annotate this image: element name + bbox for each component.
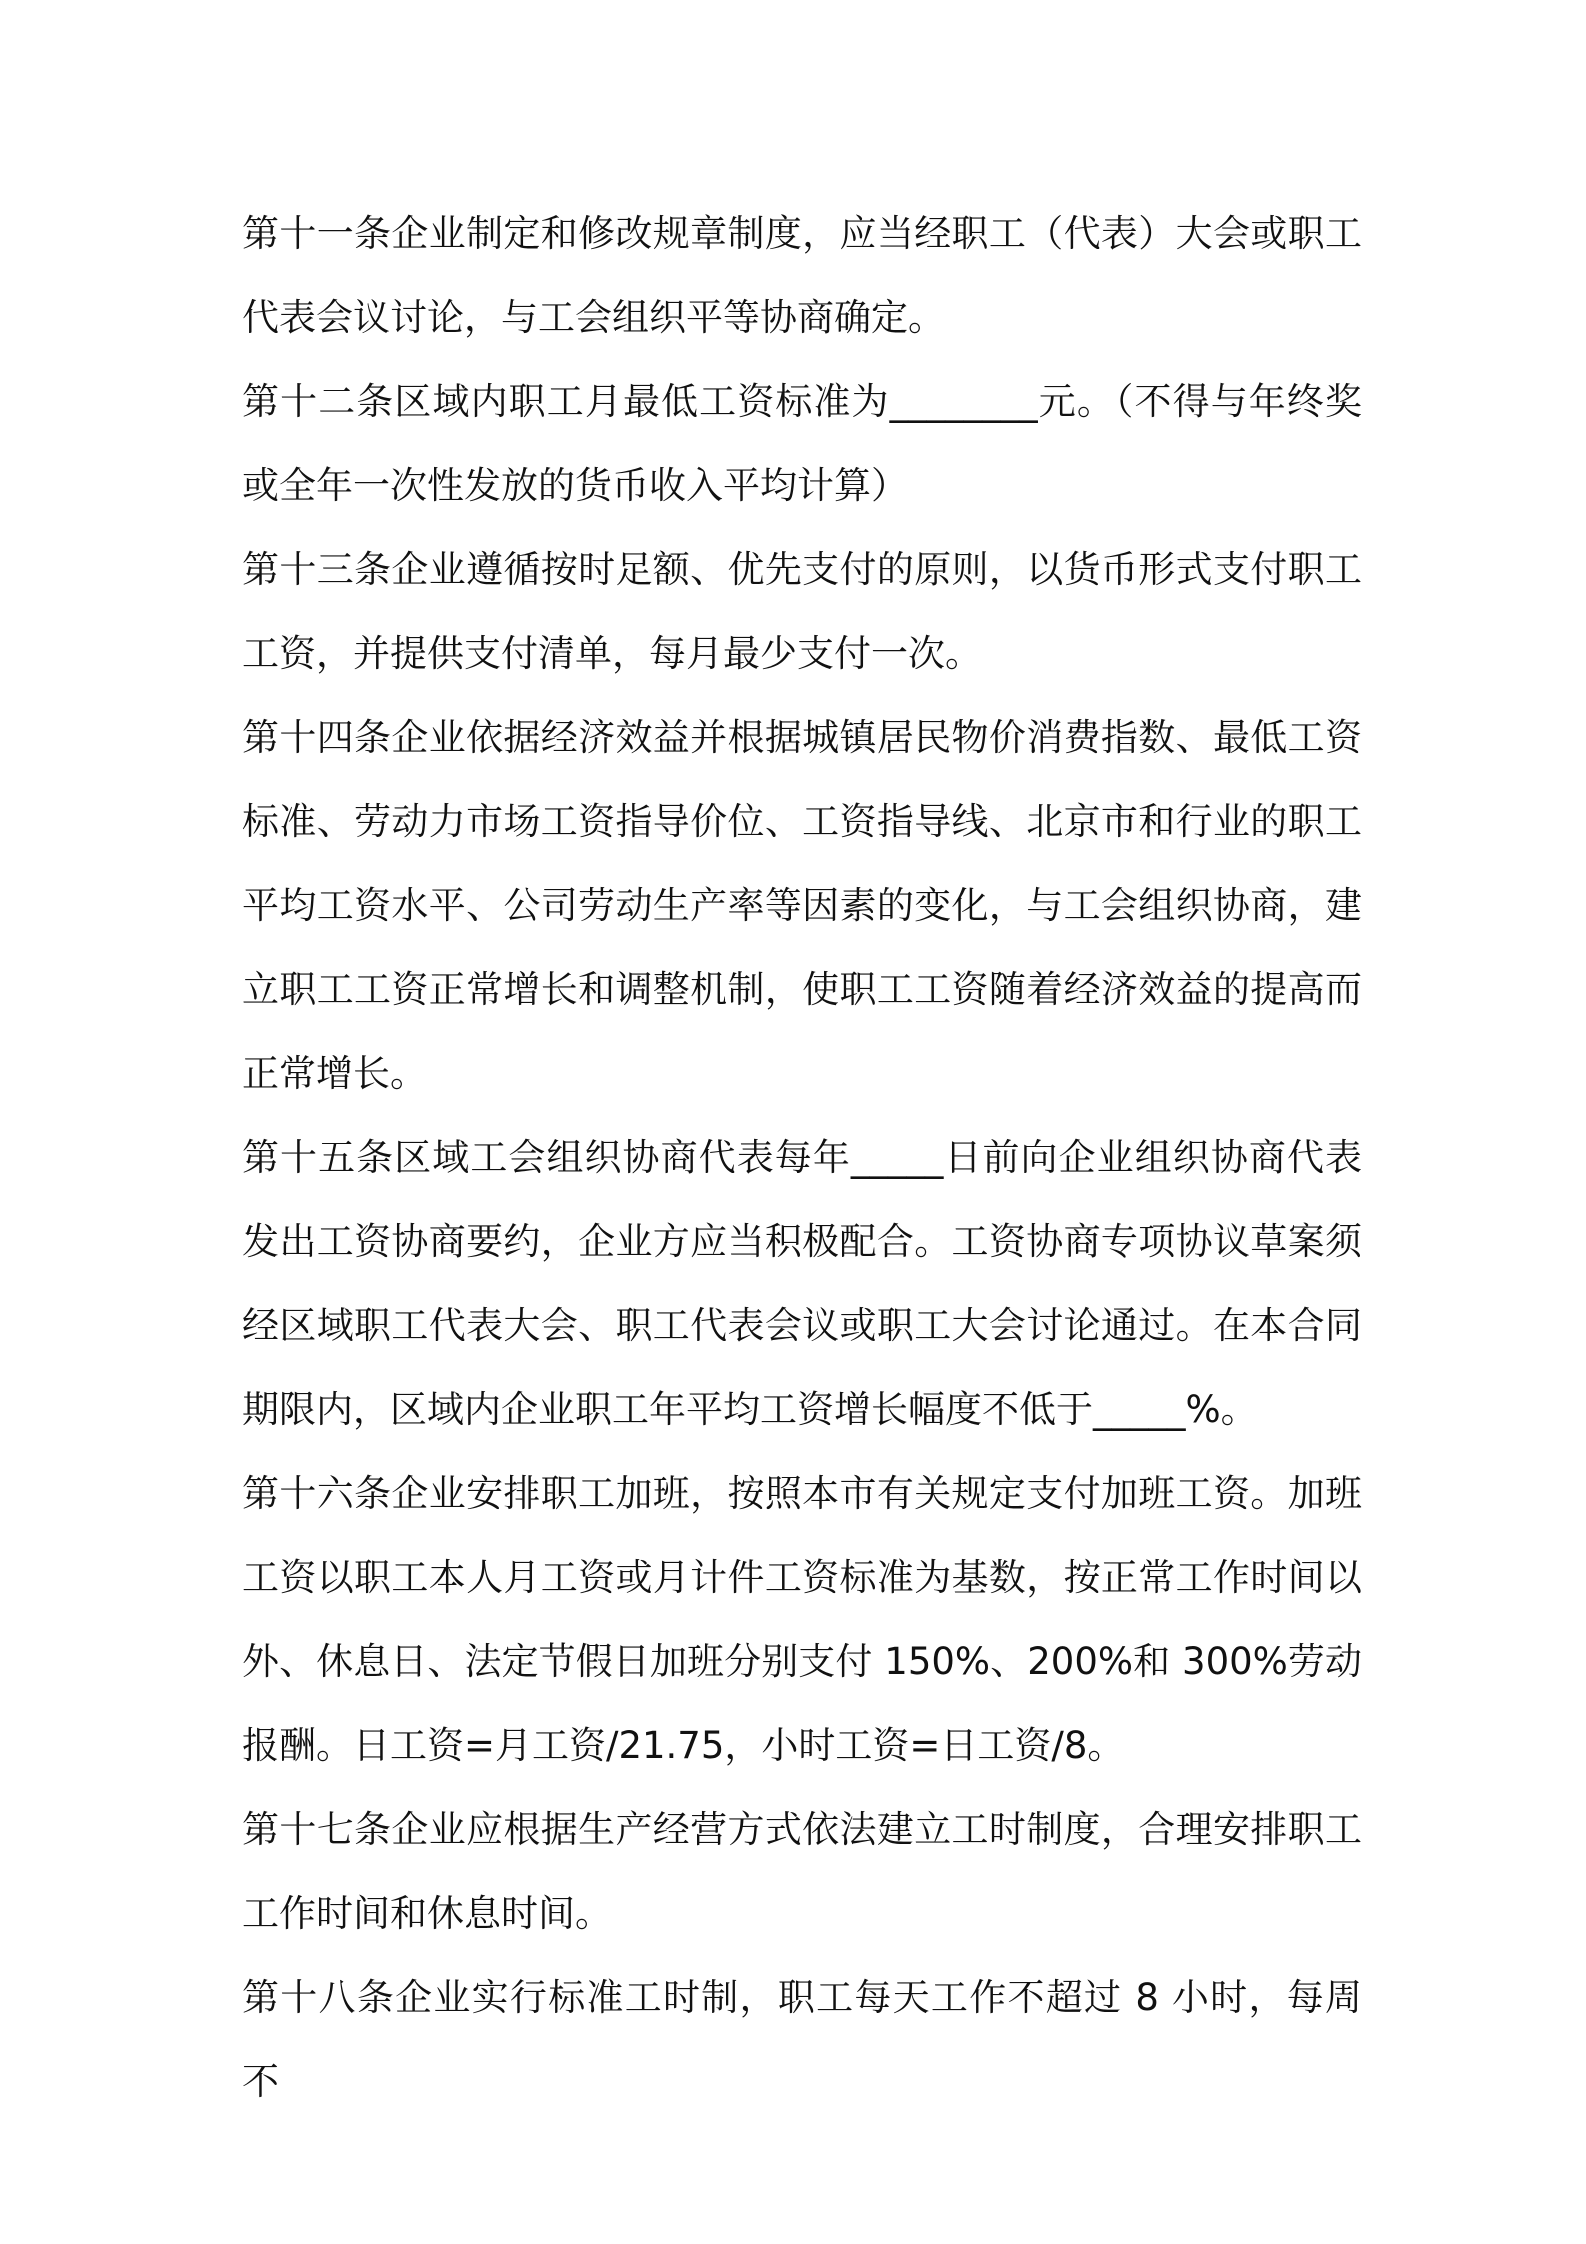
article-13: 第十三条企业遵循按时足额、优先支付的原则，以货币形式支付职工工资，并提供支付清单，每月最少支付一次。 xyxy=(242,548,1362,675)
article-17: 第十七条企业应根据生产经营方式依法建立工时制度，合理安排职工工作时间和休息时间。 xyxy=(242,1808,1362,1935)
article-18: 第十八条企业实行标准工时制，职工每天工作不超过 8 小时，每周不 xyxy=(242,1976,1362,2103)
document-body xyxy=(242,192,1362,2124)
article-14: 第十四条企业依据经济效益并根据城镇居民物价消费指数、最低工资标准、劳动力市场工资指导价位、工资指导线、北京市和行业的职工平均工资水平、公司劳动生产率等因素的变化，与工会组织协商，建立职工工资正常增长和调整机制，使职工工资随着经济效益的提高而正常增长。 xyxy=(242,716,1362,1095)
article-12: 第十二条区域内职工月最低工资标准为________元。（不得与年终奖或全年一次性发放的货币收入平均计算） xyxy=(242,380,1362,507)
article-11: 第十一条企业制定和修改规章制度，应当经职工（代表）大会或职工代表会议讨论，与工会组织平等协商确定。 xyxy=(242,212,1362,339)
article-16: 第十六条企业安排职工加班，按照本市有关规定支付加班工资。加班工资以职工本人月工资或月计件工资标准为基数，按正常工作时间以外、休息日、法定节假日加班分别支付 150%、200%和 300%劳动报酬。日工资=月工资/21.75，小时工资=日工资/8。 xyxy=(242,1472,1362,1767)
article-15: 第十五条区域工会组织协商代表每年_____日前向企业组织协商代表发出工资协商要约，企业方应当积极配合。工资协商专项协议草案须经区域职工代表大会、职工代表会议或职工大会讨论通过。在本合同期限内，区域内企业职工年平均工资增长幅度不低于_____%。 xyxy=(242,1136,1362,1431)
